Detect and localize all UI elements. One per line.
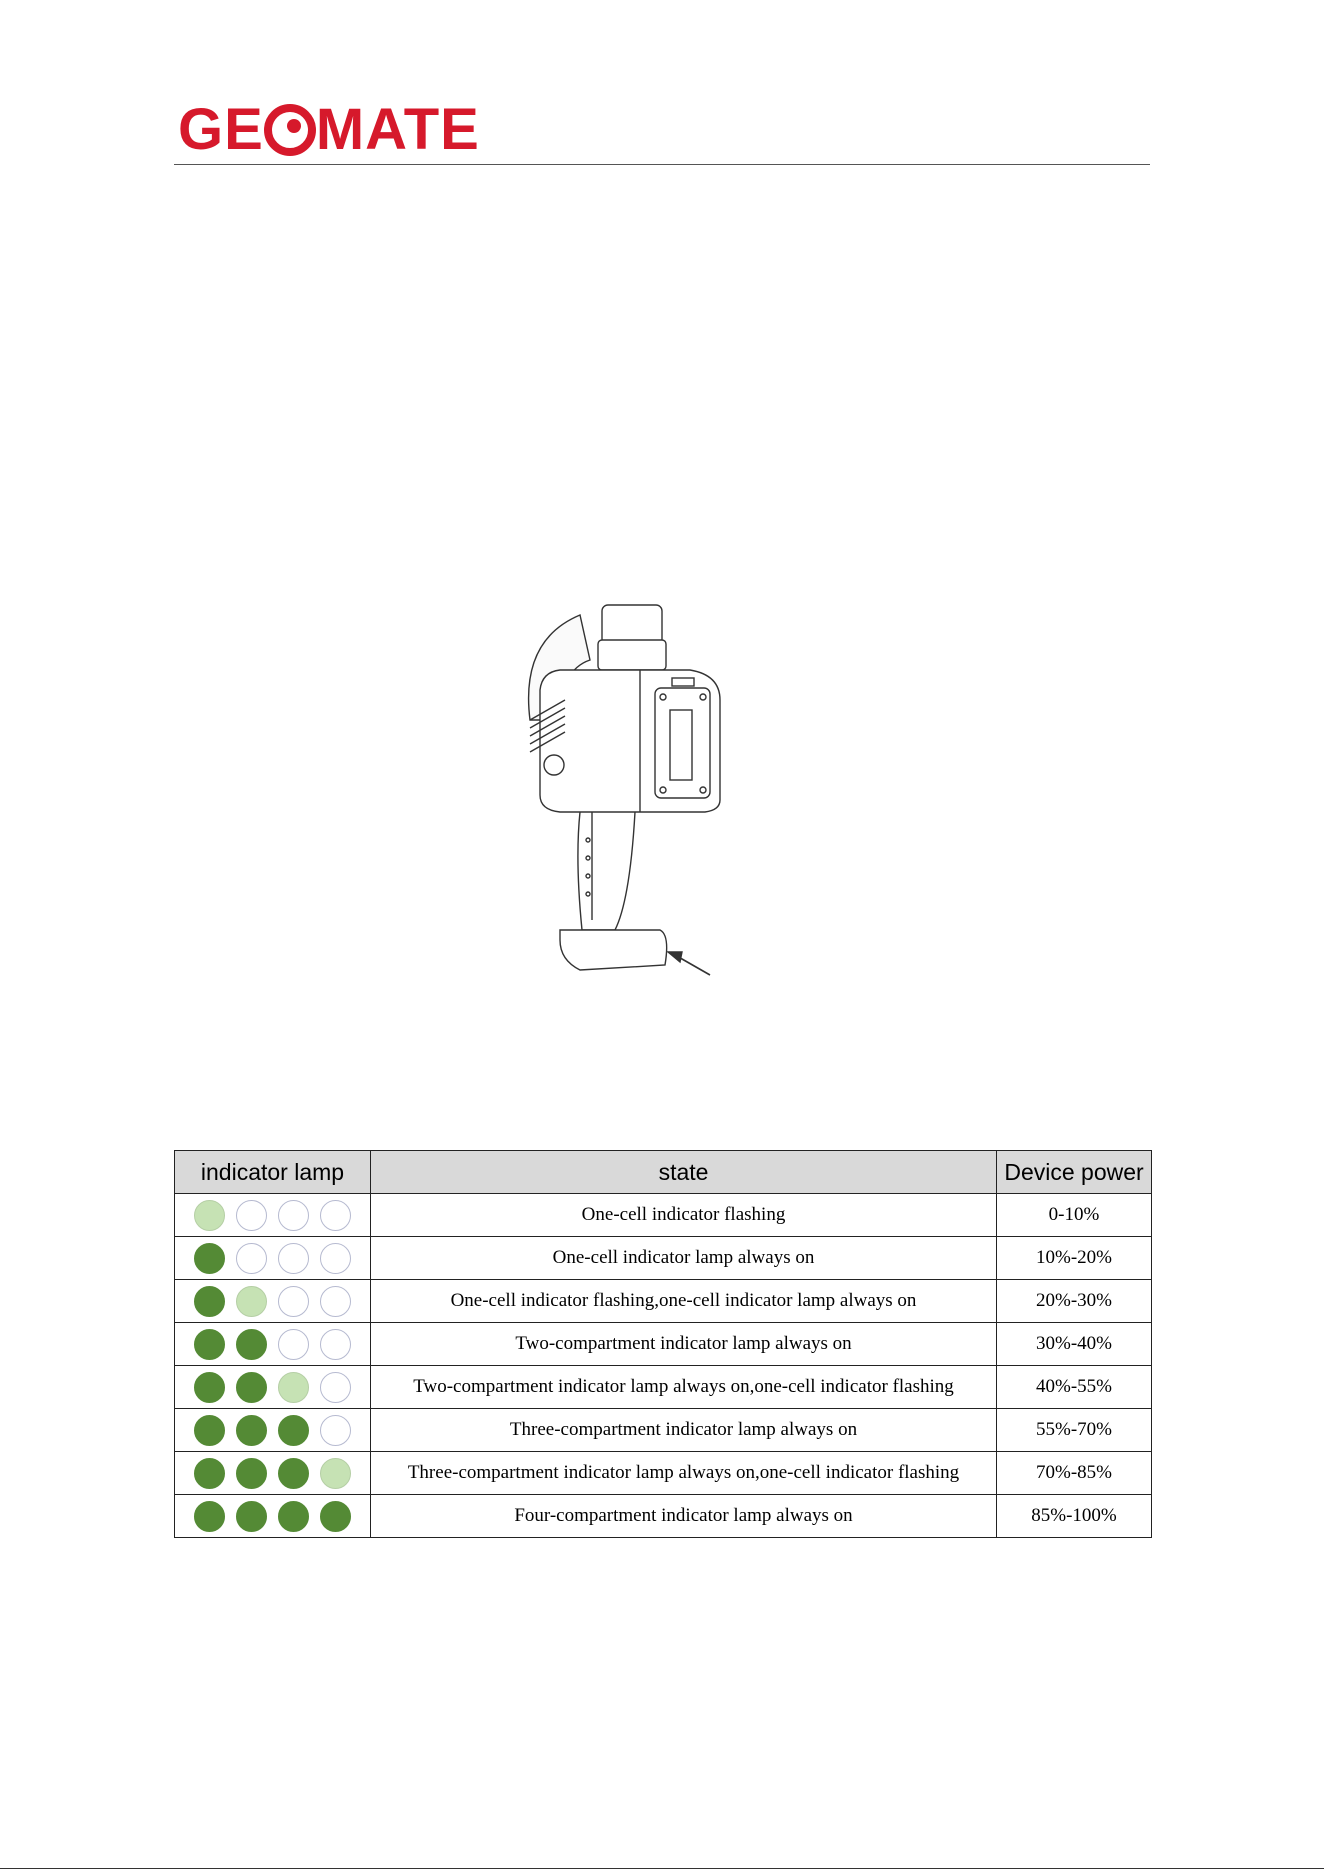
lamp-flash-icon	[236, 1286, 267, 1317]
lamp-flash-icon	[320, 1458, 351, 1489]
lamp-off-icon	[278, 1286, 309, 1317]
lamp-on-icon	[194, 1458, 225, 1489]
lamp-group	[175, 1501, 370, 1532]
lamp-off-icon	[278, 1200, 309, 1231]
lamp-on-icon	[194, 1501, 225, 1532]
table-row	[175, 1495, 1152, 1538]
lamp-group	[175, 1458, 370, 1489]
indicator-lamp-cell	[175, 1452, 371, 1495]
lamp-flash-icon	[194, 1200, 225, 1231]
state-cell: Two-compartment indicator lamp always on,one-cell indicator flashing	[371, 1366, 997, 1409]
indicator-lamp-cell	[175, 1409, 371, 1452]
lamp-off-icon	[278, 1329, 309, 1360]
lamp-on-icon	[236, 1329, 267, 1360]
header-device-power: Device power	[997, 1151, 1152, 1194]
header-indicator-lamp: indicator lamp	[175, 1151, 371, 1194]
lamp-on-icon	[194, 1329, 225, 1360]
indicator-lamp-cell	[175, 1237, 371, 1280]
lamp-on-icon	[278, 1458, 309, 1489]
power-cell: 40%-55%	[997, 1366, 1152, 1409]
lamp-group	[175, 1200, 370, 1231]
footer-rule	[0, 1868, 1324, 1869]
lamp-group	[175, 1329, 370, 1360]
state-cell: Four-compartment indicator lamp always on	[371, 1495, 997, 1538]
lamp-group	[175, 1243, 370, 1274]
lamp-on-icon	[236, 1372, 267, 1403]
table-row	[175, 1409, 1152, 1452]
state-cell: Three-compartment indicator lamp always on,one-cell indicator flashing	[371, 1452, 997, 1495]
lamp-on-icon	[194, 1286, 225, 1317]
lamp-group	[175, 1415, 370, 1446]
battery-indicator-table	[174, 1150, 1152, 1538]
indicator-lamp-cell	[175, 1323, 371, 1366]
lamp-on-icon	[236, 1458, 267, 1489]
lamp-off-icon	[278, 1243, 309, 1274]
lamp-on-icon	[278, 1415, 309, 1446]
lamp-on-icon	[194, 1372, 225, 1403]
lamp-on-icon	[194, 1415, 225, 1446]
indicator-lamp-cell	[175, 1495, 371, 1538]
power-cell: 70%-85%	[997, 1452, 1152, 1495]
power-cell: 30%-40%	[997, 1323, 1152, 1366]
state-cell: Two-compartment indicator lamp always on	[371, 1323, 997, 1366]
lamp-on-icon	[236, 1415, 267, 1446]
indicator-lamp-cell	[175, 1366, 371, 1409]
lamp-on-icon	[236, 1501, 267, 1532]
table-row	[175, 1452, 1152, 1495]
table-row	[175, 1323, 1152, 1366]
table-body	[175, 1194, 1152, 1538]
lamp-off-icon	[320, 1329, 351, 1360]
indicator-lamp-cell	[175, 1280, 371, 1323]
table-header-row	[175, 1151, 1152, 1194]
lamp-off-icon	[236, 1200, 267, 1231]
table-row	[175, 1194, 1152, 1237]
geomate-logo	[178, 97, 480, 162]
lamp-off-icon	[320, 1415, 351, 1446]
table-row	[175, 1280, 1152, 1323]
state-cell: One-cell indicator flashing,one-cell indicator lamp always on	[371, 1280, 997, 1323]
lamp-off-icon	[236, 1243, 267, 1274]
table-row	[175, 1366, 1152, 1409]
header-state: state	[371, 1151, 997, 1194]
device-illustration	[520, 600, 740, 1050]
state-cell: One-cell indicator lamp always on	[371, 1237, 997, 1280]
lamp-flash-icon	[278, 1372, 309, 1403]
lamp-group	[175, 1372, 370, 1403]
lamp-on-icon	[278, 1501, 309, 1532]
state-cell: One-cell indicator flashing	[371, 1194, 997, 1237]
table-row	[175, 1237, 1152, 1280]
power-cell: 10%-20%	[997, 1237, 1152, 1280]
header-rule	[174, 164, 1150, 165]
indicator-lamp-cell	[175, 1194, 371, 1237]
lamp-off-icon	[320, 1243, 351, 1274]
lamp-on-icon	[194, 1243, 225, 1274]
logo-text-prefix: GE	[178, 97, 264, 162]
logo-mark-icon	[264, 104, 316, 156]
logo-text-suffix: MATE	[315, 97, 480, 162]
power-cell: 85%-100%	[997, 1495, 1152, 1538]
power-cell: 0-10%	[997, 1194, 1152, 1237]
lamp-off-icon	[320, 1372, 351, 1403]
lamp-on-icon	[320, 1501, 351, 1532]
state-cell: Three-compartment indicator lamp always on	[371, 1409, 997, 1452]
lamp-group	[175, 1286, 370, 1317]
power-cell: 55%-70%	[997, 1409, 1152, 1452]
lamp-off-icon	[320, 1200, 351, 1231]
power-cell: 20%-30%	[997, 1280, 1152, 1323]
lamp-off-icon	[320, 1286, 351, 1317]
